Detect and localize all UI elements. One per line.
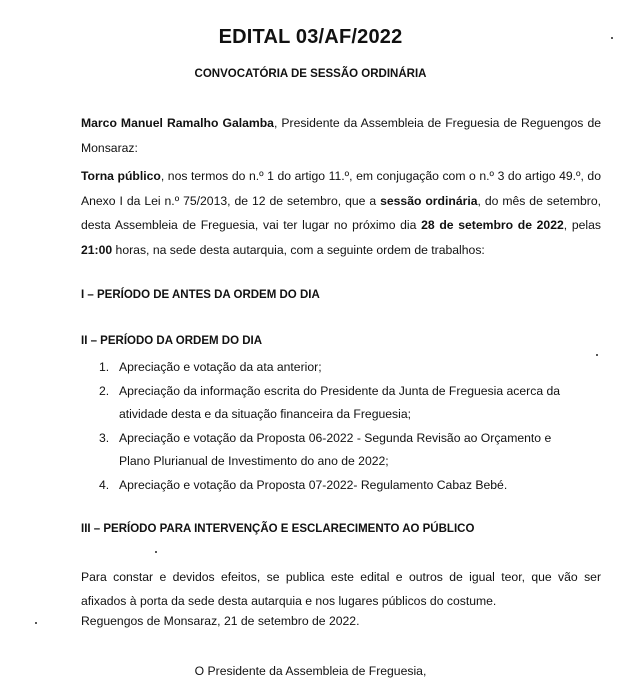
- section-heading-1: I – PERÍODO DE ANTES DA ORDEM DO DIA: [81, 289, 320, 301]
- scan-speck: [596, 354, 598, 356]
- date-line: Reguengos de Monsaraz, 21 de setembro de 2022.: [81, 614, 360, 628]
- agenda-item: [99, 474, 569, 498]
- document-title: EDITAL 03/AF/2022: [218, 26, 403, 48]
- signature-line: O Presidente da Assembleia de Freguesia,: [194, 664, 427, 678]
- body-text-3: , pelas: [563, 218, 601, 232]
- agenda-item-text: Apreciação e votação da Proposta 07-2022- Regulamento Cabaz Bebé.: [119, 477, 508, 492]
- scan-speck: [35, 622, 37, 624]
- agenda-item-number: 1.: [99, 360, 110, 374]
- section-heading-2: II – PERÍODO DA ORDEM DO DIA: [81, 335, 263, 347]
- agenda-item-number: 4.: [99, 477, 110, 492]
- document-subtitle: CONVOCATÓRIA DE SESSÃO ORDINÁRIA: [194, 68, 427, 80]
- agenda-item-number: 2.: [99, 383, 110, 398]
- agenda-item: [99, 356, 569, 380]
- scan-speck: [611, 37, 613, 39]
- intro-text: , Presidente da Assembleia de Freguesia de Reguengos de Monsaraz:: [81, 116, 601, 155]
- agenda-item-text: Apreciação e votação da ata anterior;: [119, 360, 322, 374]
- agenda-item-number: 3.: [99, 430, 110, 445]
- session-type: sessão ordinária: [380, 193, 478, 208]
- intro-paragraph: [81, 111, 601, 160]
- agenda-item-text: Apreciação e votação da Proposta 06-2022 - Segunda Revisão ao Orçamento e Plano Plurianual de Investimento do ano de 2022;: [119, 430, 552, 468]
- agenda-item: [99, 380, 569, 427]
- body-text-1: , nos termos do n.º 1 do artigo 11.º, em conjugação com o n.º 3 do artigo 49.º, do Anexo I da Lei n.º 75/2013, de 12 de setembro, que a: [81, 169, 601, 208]
- body-text-4: horas, na sede desta autarquia, com a seguinte ordem de trabalhos:: [112, 242, 485, 257]
- closing-paragraph: Para constar e devidos efeitos, se publica este edital e outros de igual teor, que vão ser afixados à porta da sede desta autarquia e nos lugares públicos do costume.: [81, 570, 601, 608]
- section-heading-3: III – PERÍODO PARA INTERVENÇÃO E ESCLARECIMENTO AO PÚBLICO: [81, 523, 475, 535]
- scan-speck: [155, 551, 157, 553]
- session-time: 21:00: [81, 242, 113, 257]
- session-date: 28 de setembro de 2022: [421, 218, 564, 232]
- agenda-item: [99, 427, 569, 474]
- body-paragraph: [81, 164, 601, 262]
- agenda-item-text: Apreciação da informação escrita do Presidente da Junta de Freguesia acerca da atividade desta e da situação financeira da Freguesia;: [119, 383, 561, 421]
- body-text-2: , do mês de setembro, desta Assembleia de Freguesia, vai ter lugar no próximo dia: [81, 193, 601, 232]
- agenda-list: [99, 356, 569, 497]
- body-lead: Torna público: [81, 169, 161, 183]
- president-name: Marco Manuel Ramalho Galamba: [81, 116, 274, 130]
